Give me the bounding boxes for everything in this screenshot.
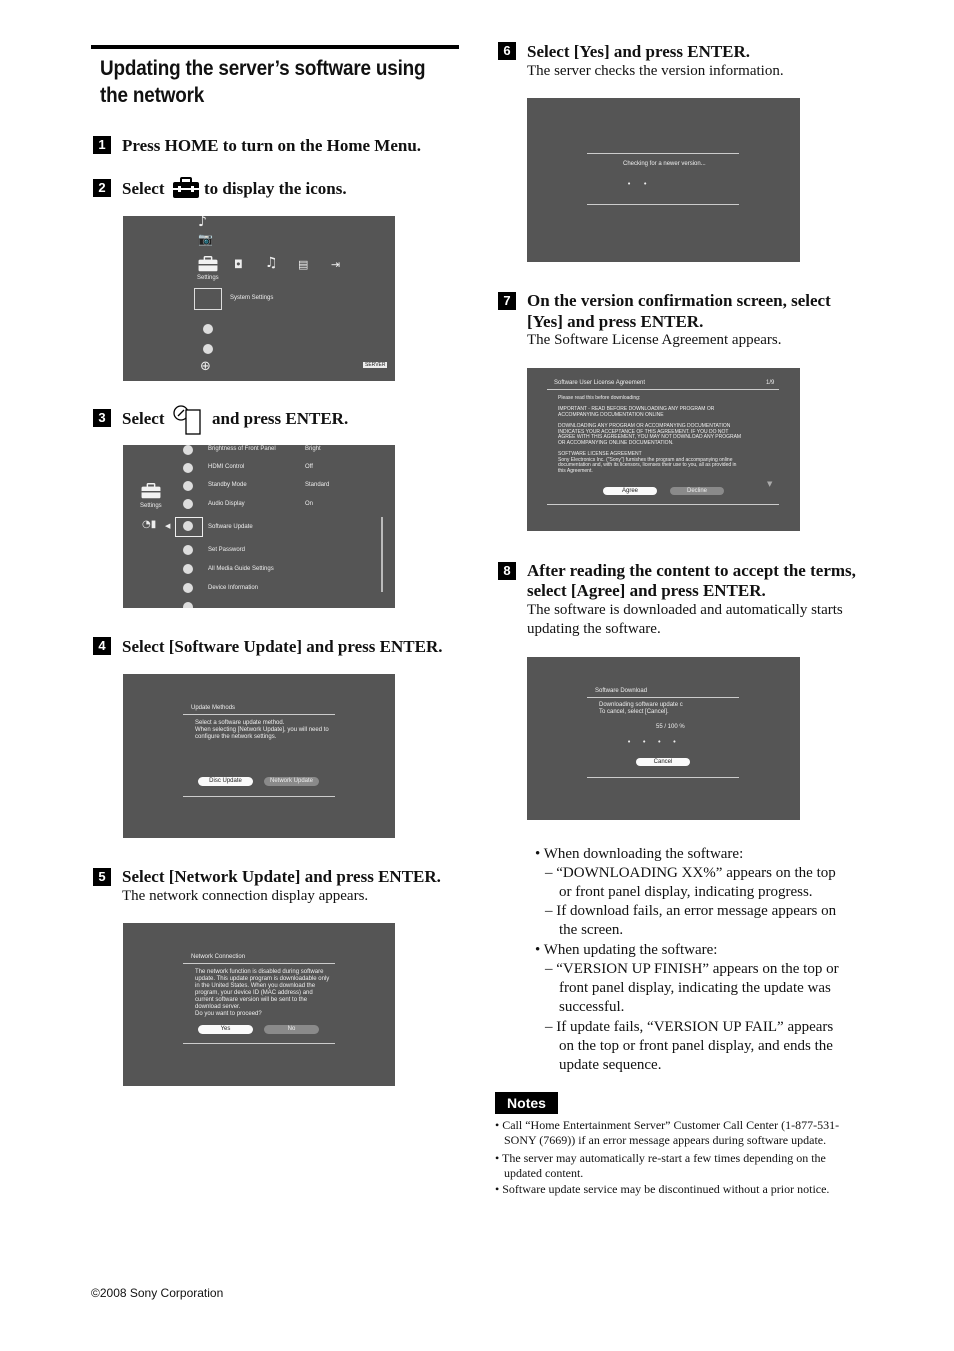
- bullet-downloading: • When downloading the software:: [535, 846, 744, 862]
- system-settings-item[interactable]: [194, 288, 222, 310]
- step-2-number: 2: [93, 179, 111, 197]
- dialog-body: The network function is disabled during software update. This update program is downloadable only in the United States. When you download the program, your device ID (MAC address) and current software version will be sent to the download server. Do you want to proceed?: [195, 969, 330, 1017]
- photo-icon: 📷: [198, 232, 213, 246]
- scroll-down-icon[interactable]: ▼: [767, 480, 773, 488]
- step-7-number: 7: [498, 292, 516, 310]
- dialog-bottom-line: [183, 796, 335, 797]
- bullet-updating-a-3: successful.: [559, 999, 625, 1015]
- step-7-description: The Software License Agreement appears.: [527, 332, 782, 348]
- license-para-1: IMPORTANT - READ BEFORE DOWNLOADING ANY PROGRAM OR ACCOMPANYING DOCUMENTATION ONLINE: [558, 406, 715, 418]
- row-icon: [183, 545, 193, 555]
- arrow-left-icon: ◀: [165, 522, 171, 530]
- step-8-line2: select [Agree] and press ENTER.: [527, 581, 766, 600]
- step-8-description-1: The software is downloaded and automatically starts: [527, 602, 843, 618]
- dialog-bottom-line: [587, 777, 739, 778]
- row-icon: [183, 602, 193, 608]
- disc-update-button[interactable]: Disc Update: [198, 777, 253, 786]
- dialog-top-line: [183, 714, 335, 715]
- decline-button[interactable]: Decline: [670, 487, 724, 495]
- notes-badge: Notes: [495, 1092, 558, 1114]
- row-icon: [183, 521, 193, 531]
- step-2-post: to display the icons.: [204, 179, 347, 198]
- network-update-button[interactable]: Network Update: [264, 777, 319, 786]
- settings-row-value: Standard: [305, 482, 330, 488]
- step-8-number: 8: [498, 562, 516, 580]
- step-4-number: 4: [93, 637, 111, 655]
- settings-toolbox-icon: [197, 256, 219, 272]
- system-settings-label: System Settings: [230, 295, 274, 301]
- note-1-line2: SONY (7669)) if an error message appears during software update.: [504, 1133, 827, 1147]
- settings-row-value: Off: [305, 464, 313, 470]
- license-page-indicator: 1/9: [766, 380, 775, 386]
- bullet-downloading-a-1: – “DOWNLOADING XX%” appears on the top: [545, 865, 836, 881]
- toolbox-icon: [172, 177, 200, 199]
- dialog-body: Select a software update method. When selecting [Network Update], you will need to configure the network settings.: [195, 720, 329, 740]
- dialog-top-line: [587, 153, 739, 154]
- step-5-number: 5: [93, 868, 111, 886]
- step-8-line1: After reading the content to accept the terms,: [527, 561, 856, 580]
- bullet-updating-b-3: update sequence.: [559, 1057, 662, 1073]
- step-6-number: 6: [498, 42, 516, 60]
- license-bottom-line: [547, 504, 779, 505]
- row-icon: [183, 583, 193, 593]
- row-icon: [183, 499, 193, 509]
- copyright-footer: ©2008 Sony Corporation: [91, 1286, 224, 1300]
- scrollbar[interactable]: [381, 517, 383, 592]
- bullet-updating-a-1: – “VERSION UP FINISH” appears on the top or: [545, 961, 839, 977]
- section-rule: [91, 45, 459, 49]
- download-body: Downloading software update c To cancel, select [Cancel].: [599, 702, 683, 715]
- step-6-description: The server checks the version information.: [527, 63, 784, 79]
- yes-button[interactable]: Yes: [198, 1025, 253, 1034]
- system-settings-icon: [172, 404, 202, 436]
- step-8-description-2: updating the software.: [527, 621, 661, 637]
- bullet-downloading-a-2: or front panel display, indicating progress.: [559, 884, 813, 900]
- dialog-top-line: [587, 697, 739, 698]
- license-title: Software User License Agreement: [554, 380, 646, 386]
- license-para-3: SOFTWARE LICENSE AGREEMENT Sony Electronics Inc. ("Sony") furnishes the program and accompanying online documentation and, with its licensors, licenses their use to you, all as provided in this Agreement.: [558, 451, 737, 474]
- server-badge: SERVER: [365, 362, 386, 368]
- dialog-bottom-line: [183, 1043, 335, 1044]
- input-icon: ⇥: [331, 258, 341, 271]
- timer-icon: [203, 344, 213, 354]
- settings-row-label-selected[interactable]: Software Update: [208, 524, 253, 530]
- music-note-icon: ♫: [265, 255, 278, 271]
- home-menu-screenshot: [123, 216, 395, 381]
- license-intro: Please read this before downloading:: [558, 395, 641, 401]
- checking-text: Checking for a newer version...: [623, 161, 706, 167]
- license-para-2: DOWNLOADING ANY PROGRAM OR ACCOMPANYING DOCUMENTATION INDICATES YOUR ACCEPTANCE OF THIS AGREEMENT. IF YOU DO NOT AGREE WITH THIS AGREEMENT, YOU MAY NOT DOWNLOAD ANY PROGRAM OR ACCOMPANYING ONLINE DOCUMENTATION.: [558, 423, 742, 446]
- bullet-updating-a-2: front panel display, indicating the update was: [559, 980, 831, 996]
- settings-row-label[interactable]: HDMI Control: [208, 464, 245, 470]
- dialog-title: Update Methods: [191, 705, 236, 711]
- network-connection-screenshot: [123, 923, 395, 1086]
- settings-row-label[interactable]: Brightness of Front Panel: [208, 446, 276, 452]
- step-5-description: The network connection display appears.: [122, 888, 369, 904]
- settings-row-label[interactable]: Standby Mode: [208, 482, 247, 488]
- settings-row-label[interactable]: All Media Guide Settings: [208, 566, 274, 572]
- note-3: • Software update service may be discontinued without a prior notice.: [495, 1182, 830, 1196]
- step-1-number: 1: [93, 136, 111, 154]
- dialog-top-line: [183, 963, 335, 964]
- settings-row-label[interactable]: Audio Display: [208, 501, 245, 507]
- bullet-updating-b-1: – If update fails, “VERSION UP FAIL” appears: [545, 1019, 834, 1035]
- download-progress: 55 / 100 %: [656, 724, 685, 730]
- dialog-bottom-line: [587, 204, 739, 205]
- note-2-line2: updated content.: [504, 1166, 584, 1180]
- clock-icon: [203, 324, 213, 334]
- settings-row-label[interactable]: Set Password: [208, 547, 246, 553]
- row-icon: [183, 463, 193, 473]
- agree-button[interactable]: Agree: [603, 487, 657, 495]
- system-settings-small-icon: ◔▮: [142, 519, 157, 530]
- film-icon: ▤: [298, 258, 309, 271]
- settings-row-value: On: [305, 501, 314, 507]
- bullet-updating: • When updating the software:: [535, 942, 718, 958]
- progress-dots: ••••: [627, 738, 688, 746]
- bullet-downloading-b-1: – If download fails, an error message appears on: [545, 903, 837, 919]
- license-title-line: [547, 389, 779, 390]
- row-icon: [183, 481, 193, 491]
- step-2-pre: Select: [122, 179, 165, 198]
- row-icon: [183, 445, 193, 455]
- note-2-line1: • The server may automatically re-start a few times depending on the: [495, 1151, 826, 1165]
- settings-row-label[interactable]: Device Information: [208, 585, 259, 591]
- checking-version-screenshot: [527, 98, 800, 262]
- step-3-pre: Select: [122, 409, 165, 428]
- update-methods-screenshot: [123, 674, 395, 838]
- step-7-line2: [Yes] and press ENTER.: [527, 312, 704, 331]
- settings-category-icon: [140, 483, 162, 499]
- download-title: Software Download: [595, 688, 648, 694]
- settings-row-value: Bright: [305, 446, 321, 452]
- no-button[interactable]: No: [264, 1025, 319, 1034]
- section-title-line2: the network: [100, 84, 205, 107]
- step-5-text: Select [Network Update] and press ENTER.: [122, 867, 441, 886]
- section-title-line1: Updating the server’s software using: [100, 57, 426, 80]
- note-1-line1: • Call “Home Entertainment Server” Customer Call Center (1-877-531-: [495, 1118, 840, 1132]
- step-4-text: Select [Software Update] and press ENTER.: [122, 637, 443, 656]
- step-1-text: Press HOME to turn on the Home Menu.: [122, 136, 422, 155]
- license-agreement-screenshot: [527, 368, 800, 531]
- bullet-updating-b-2: on the top or front panel display, and ends the: [559, 1038, 833, 1054]
- globe-icon: ⊕: [200, 359, 211, 374]
- settings-list-screenshot: [123, 445, 395, 608]
- step-7-line1: On the version confirmation screen, select: [527, 291, 831, 310]
- settings-category-label: Settings: [140, 503, 162, 509]
- cancel-button[interactable]: Cancel: [636, 758, 690, 766]
- dialog-title: Network Connection: [191, 954, 246, 960]
- loading-dots: ••: [627, 180, 660, 188]
- camera-icon: ◘: [234, 258, 243, 271]
- settings-label: Settings: [197, 275, 219, 281]
- bullet-downloading-b-2: the screen.: [559, 922, 624, 938]
- row-icon: [183, 564, 193, 574]
- software-download-screenshot: [527, 657, 800, 820]
- step-6-text: Select [Yes] and press ENTER.: [527, 42, 751, 61]
- music-icon: ♪: [198, 216, 207, 230]
- step-3-number: 3: [93, 409, 111, 427]
- step-3-post: and press ENTER.: [212, 409, 349, 428]
